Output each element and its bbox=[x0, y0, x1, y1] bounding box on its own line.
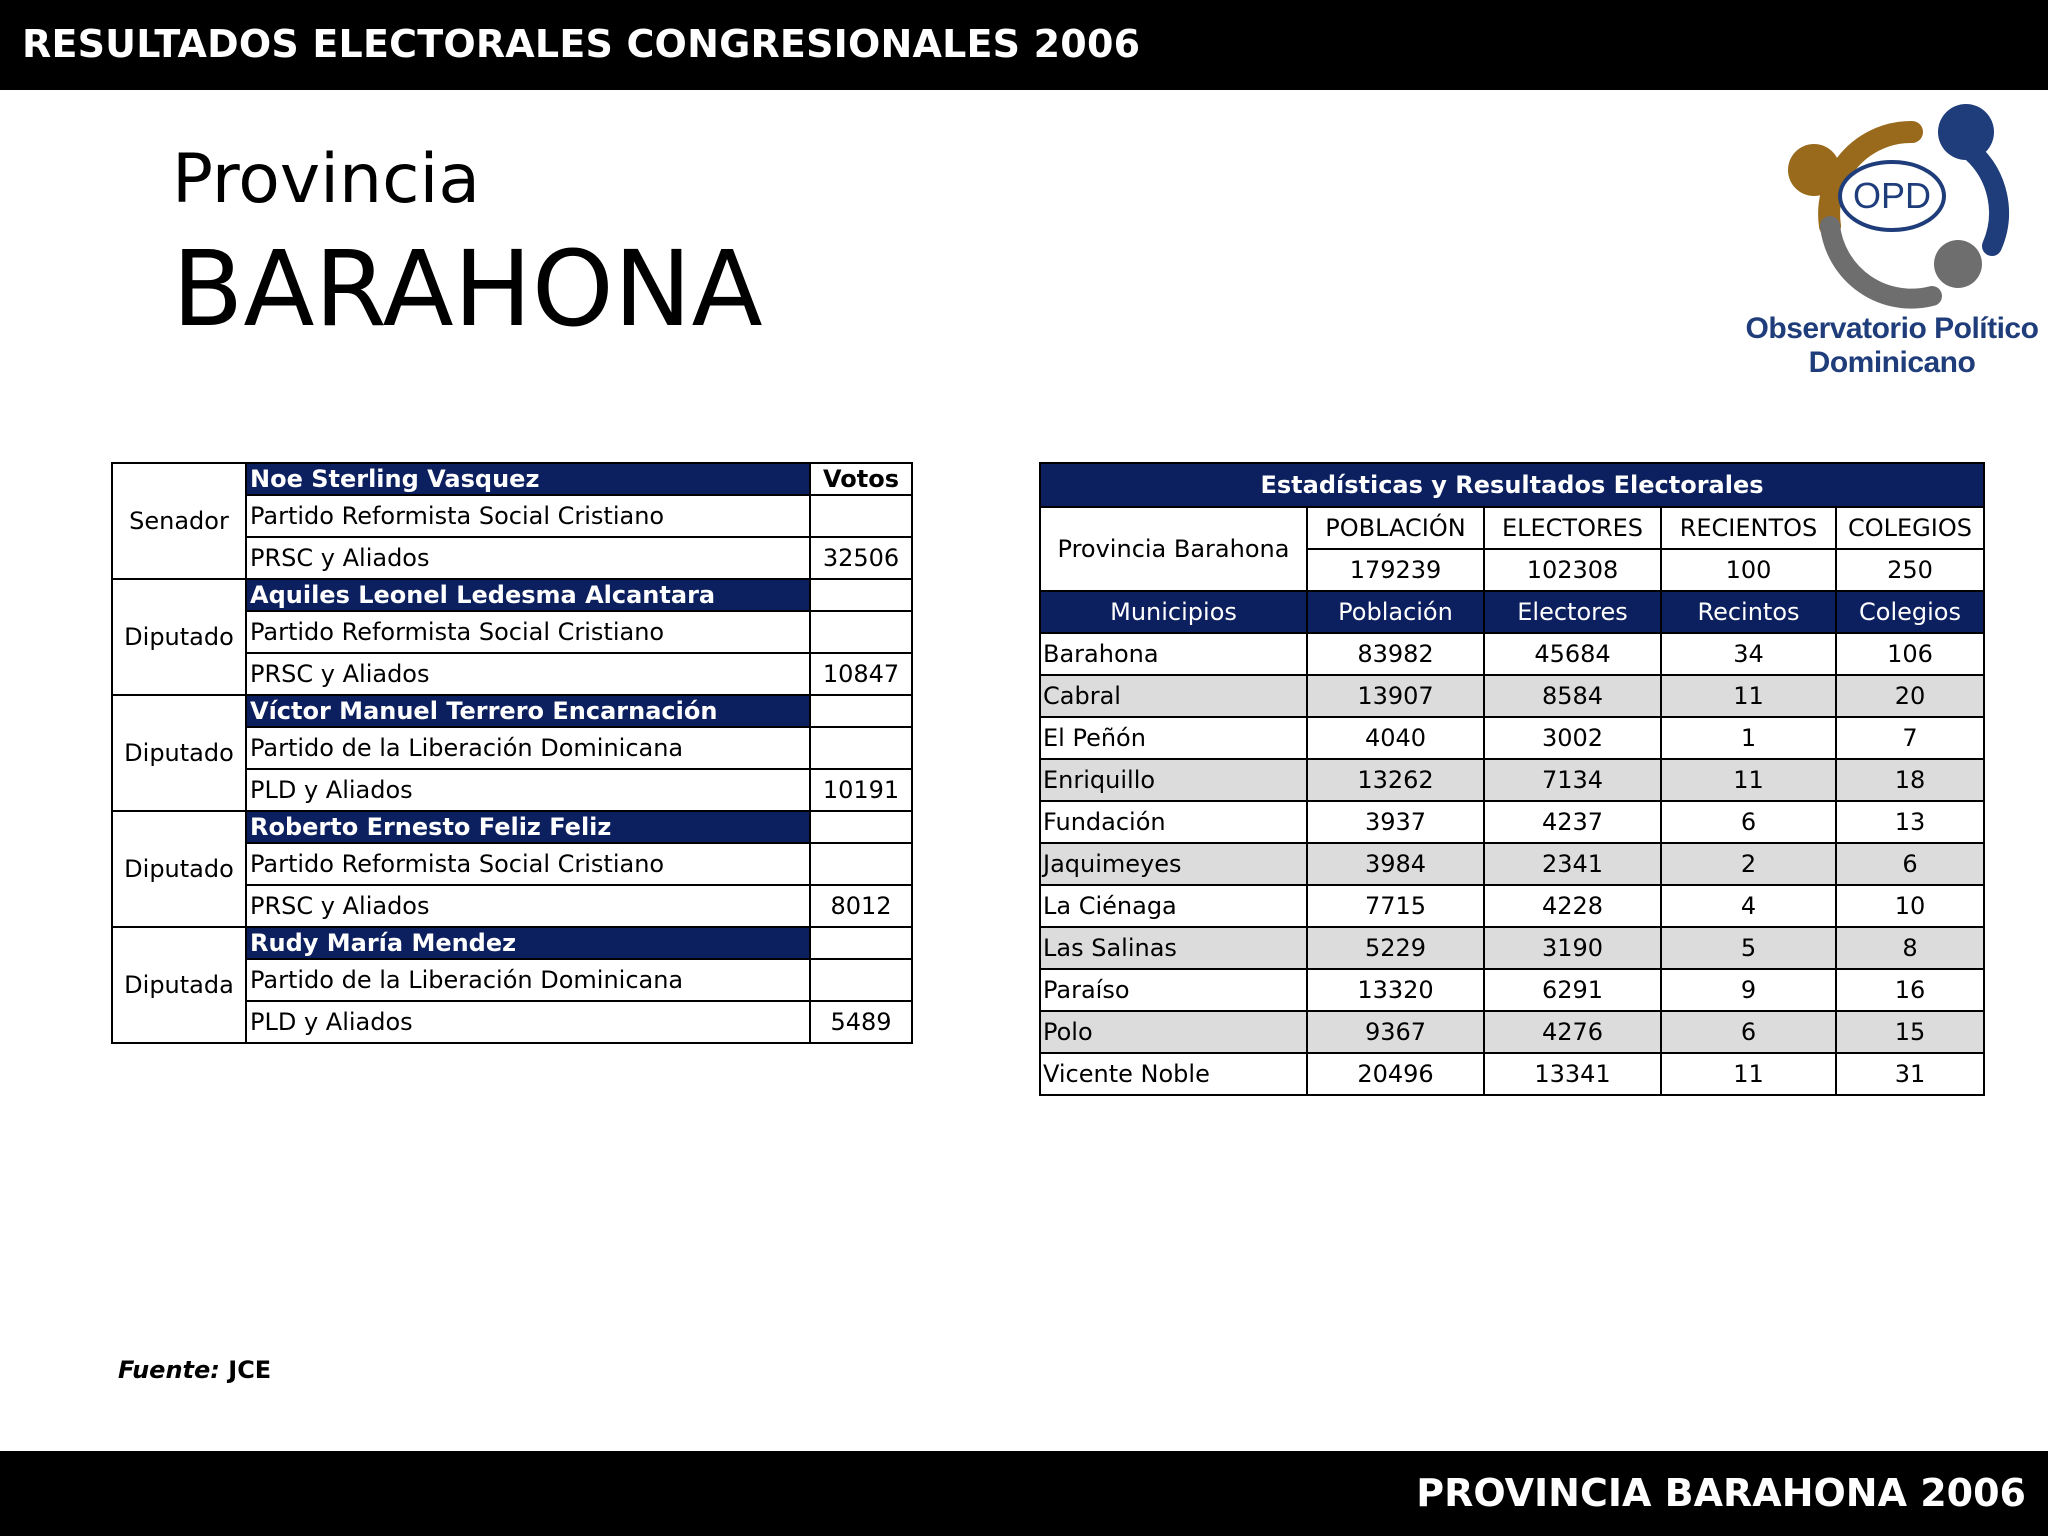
candidate-votes: 8012 bbox=[810, 885, 912, 927]
table-cell: 9367 bbox=[1307, 1011, 1484, 1053]
table-cell: 45684 bbox=[1484, 633, 1661, 675]
table-cell: 7 bbox=[1836, 717, 1984, 759]
summary-value: 250 bbox=[1836, 549, 1984, 591]
table-cell: 31 bbox=[1836, 1053, 1984, 1095]
province-name: BARAHONA bbox=[172, 228, 763, 350]
candidate-votes: 10191 bbox=[810, 769, 912, 811]
logo-emblem-icon bbox=[1742, 96, 2042, 311]
candidate-role: Diputada bbox=[112, 927, 246, 1043]
source-label: Fuente: bbox=[118, 1356, 220, 1384]
table-cell: 11 bbox=[1661, 759, 1836, 801]
stats-title: Estadísticas y Resultados Electorales bbox=[1040, 463, 1984, 507]
column-header: Municipios bbox=[1040, 591, 1307, 633]
table-cell: 18 bbox=[1836, 759, 1984, 801]
municipality-name: Barahona bbox=[1040, 633, 1307, 675]
opd-logo bbox=[1742, 96, 2042, 396]
empty-cell bbox=[810, 611, 912, 653]
table-row bbox=[1040, 675, 1984, 717]
votes-header: Votos bbox=[810, 463, 912, 495]
municipality-name: La Ciénaga bbox=[1040, 885, 1307, 927]
banner-title: RESULTADOS ELECTORALES CONGRESIONALES 2006 bbox=[22, 22, 1141, 66]
table-cell: 4228 bbox=[1484, 885, 1661, 927]
municipality-name: Jaquimeyes bbox=[1040, 843, 1307, 885]
summary-value: 100 bbox=[1661, 549, 1836, 591]
table-cell: 13341 bbox=[1484, 1053, 1661, 1095]
table-cell: 9 bbox=[1661, 969, 1836, 1011]
logo-text-line1: Observatorio Político bbox=[1745, 312, 2039, 345]
table-row bbox=[1040, 717, 1984, 759]
table-cell: 13320 bbox=[1307, 969, 1484, 1011]
municipality-name: Las Salinas bbox=[1040, 927, 1307, 969]
table-cell: 4040 bbox=[1307, 717, 1484, 759]
table-cell: 2 bbox=[1661, 843, 1836, 885]
table-cell: 4276 bbox=[1484, 1011, 1661, 1053]
table-row bbox=[1040, 759, 1984, 801]
table-row bbox=[1040, 927, 1984, 969]
empty-cell bbox=[810, 579, 912, 611]
candidate-party: Partido Reformista Social Cristiano bbox=[246, 843, 810, 885]
table-row bbox=[1040, 1011, 1984, 1053]
candidate-alliance: PRSC y Aliados bbox=[246, 537, 810, 579]
bottom-banner bbox=[0, 1451, 2048, 1536]
municipality-name: El Peñón bbox=[1040, 717, 1307, 759]
top-banner bbox=[0, 0, 2048, 90]
table-cell: 6 bbox=[1661, 801, 1836, 843]
candidate-role: Diputado bbox=[112, 695, 246, 811]
candidate-votes: 5489 bbox=[810, 1001, 912, 1043]
table-cell: 10 bbox=[1836, 885, 1984, 927]
table-row bbox=[1040, 843, 1984, 885]
municipality-name: Cabral bbox=[1040, 675, 1307, 717]
province-summary-label: Provincia Barahona bbox=[1040, 507, 1307, 591]
table-cell: 11 bbox=[1661, 1053, 1836, 1095]
candidate-name: Rudy María Mendez bbox=[246, 927, 810, 959]
candidate-name: Víctor Manuel Terrero Encarnación bbox=[246, 695, 810, 727]
candidate-alliance: PLD y Aliados bbox=[246, 769, 810, 811]
summary-header: COLEGIOS bbox=[1836, 507, 1984, 549]
table-row bbox=[1040, 633, 1984, 675]
candidate-role: Diputado bbox=[112, 579, 246, 695]
logo-abbr: OPD bbox=[1852, 175, 1932, 216]
table-cell: 6 bbox=[1661, 1011, 1836, 1053]
table-cell: 7715 bbox=[1307, 885, 1484, 927]
table-cell: 8584 bbox=[1484, 675, 1661, 717]
empty-cell bbox=[810, 495, 912, 537]
footer-title: PROVINCIA BARAHONA 2006 bbox=[1416, 1471, 2026, 1515]
table-cell: 6 bbox=[1836, 843, 1984, 885]
table-row bbox=[112, 811, 912, 843]
table-cell: 5 bbox=[1661, 927, 1836, 969]
table-row bbox=[1040, 969, 1984, 1011]
table-cell: 3937 bbox=[1307, 801, 1484, 843]
summary-value: 102308 bbox=[1484, 549, 1661, 591]
empty-cell bbox=[810, 959, 912, 1001]
empty-cell bbox=[810, 695, 912, 727]
table-cell: 11 bbox=[1661, 675, 1836, 717]
municipality-name: Paraíso bbox=[1040, 969, 1307, 1011]
candidate-role: Diputado bbox=[112, 811, 246, 927]
table-cell: 1 bbox=[1661, 717, 1836, 759]
logo-text-line2: Dominicano bbox=[1808, 346, 1976, 379]
municipality-name: Polo bbox=[1040, 1011, 1307, 1053]
candidate-alliance: PRSC y Aliados bbox=[246, 653, 810, 695]
table-cell: 4 bbox=[1661, 885, 1836, 927]
table-cell: 16 bbox=[1836, 969, 1984, 1011]
table-cell: 3002 bbox=[1484, 717, 1661, 759]
candidate-votes: 32506 bbox=[810, 537, 912, 579]
candidates-table bbox=[111, 462, 913, 1044]
stats-table bbox=[1039, 462, 1985, 1096]
table-cell: 15 bbox=[1836, 1011, 1984, 1053]
table-cell: 83982 bbox=[1307, 633, 1484, 675]
summary-header: ELECTORES bbox=[1484, 507, 1661, 549]
candidate-party: Partido Reformista Social Cristiano bbox=[246, 611, 810, 653]
table-cell: 13 bbox=[1836, 801, 1984, 843]
candidate-party: Partido de la Liberación Dominicana bbox=[246, 959, 810, 1001]
municipality-name: Vicente Noble bbox=[1040, 1053, 1307, 1095]
candidate-party: Partido Reformista Social Cristiano bbox=[246, 495, 810, 537]
table-cell: 20 bbox=[1836, 675, 1984, 717]
table-cell: 13907 bbox=[1307, 675, 1484, 717]
source-value: JCE bbox=[228, 1356, 272, 1384]
table-row bbox=[112, 579, 912, 611]
table-row bbox=[1040, 1053, 1984, 1095]
table-cell: 34 bbox=[1661, 633, 1836, 675]
table-cell: 7134 bbox=[1484, 759, 1661, 801]
candidate-votes: 10847 bbox=[810, 653, 912, 695]
candidate-name: Roberto Ernesto Feliz Feliz bbox=[246, 811, 810, 843]
summary-header: RECIENTOS bbox=[1661, 507, 1836, 549]
candidate-alliance: PRSC y Aliados bbox=[246, 885, 810, 927]
table-cell: 8 bbox=[1836, 927, 1984, 969]
province-label: Provincia bbox=[172, 140, 481, 219]
empty-cell bbox=[810, 843, 912, 885]
table-row bbox=[1040, 801, 1984, 843]
table-cell: 6291 bbox=[1484, 969, 1661, 1011]
column-header: Electores bbox=[1484, 591, 1661, 633]
table-row bbox=[112, 695, 912, 727]
candidate-role: Senador bbox=[112, 463, 246, 579]
table-row bbox=[112, 927, 912, 959]
column-header: Población bbox=[1307, 591, 1484, 633]
candidate-name: Aquiles Leonel Ledesma Alcantara bbox=[246, 579, 810, 611]
table-cell: 106 bbox=[1836, 633, 1984, 675]
table-cell: 13262 bbox=[1307, 759, 1484, 801]
candidate-party: Partido de la Liberación Dominicana bbox=[246, 727, 810, 769]
empty-cell bbox=[810, 927, 912, 959]
candidate-name: Noe Sterling Vasquez bbox=[246, 463, 810, 495]
source-note bbox=[118, 1356, 271, 1384]
summary-value: 179239 bbox=[1307, 549, 1484, 591]
municipality-name: Fundación bbox=[1040, 801, 1307, 843]
empty-cell bbox=[810, 811, 912, 843]
table-row bbox=[1040, 885, 1984, 927]
table-cell: 3190 bbox=[1484, 927, 1661, 969]
table-cell: 3984 bbox=[1307, 843, 1484, 885]
column-header: Recintos bbox=[1661, 591, 1836, 633]
candidate-alliance: PLD y Aliados bbox=[246, 1001, 810, 1043]
table-cell: 2341 bbox=[1484, 843, 1661, 885]
summary-header: POBLACIÓN bbox=[1307, 507, 1484, 549]
empty-cell bbox=[810, 727, 912, 769]
table-cell: 5229 bbox=[1307, 927, 1484, 969]
table-row bbox=[112, 463, 912, 495]
table-cell: 4237 bbox=[1484, 801, 1661, 843]
column-header: Colegios bbox=[1836, 591, 1984, 633]
table-cell: 20496 bbox=[1307, 1053, 1484, 1095]
municipality-name: Enriquillo bbox=[1040, 759, 1307, 801]
